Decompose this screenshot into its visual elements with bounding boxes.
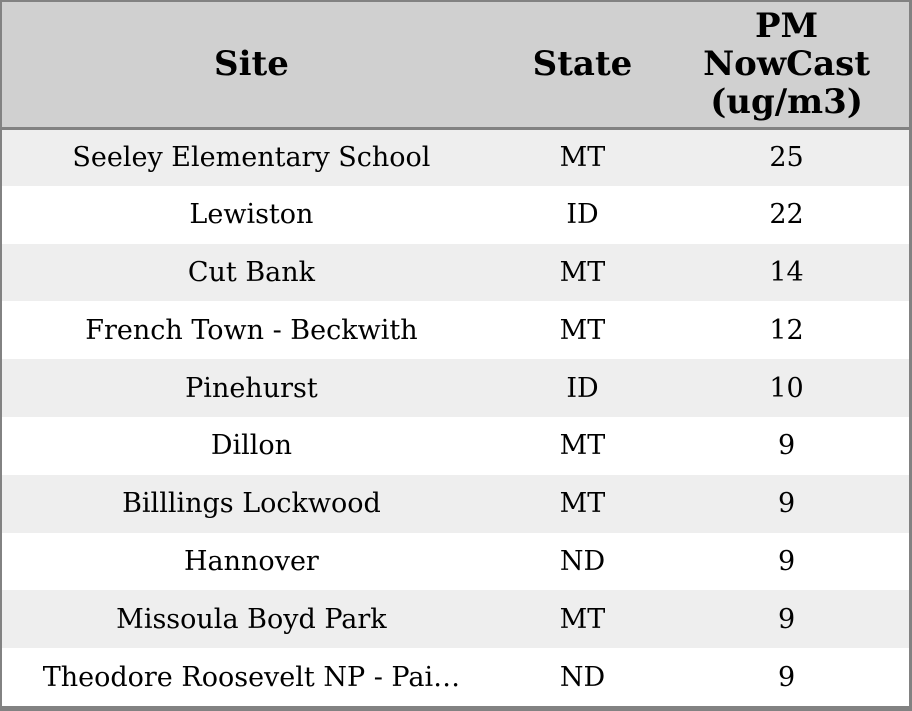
table-row (2, 475, 909, 533)
table-body (2, 128, 909, 706)
state-cell: MT (559, 142, 606, 174)
state-cell: MT (559, 488, 606, 520)
site-cell: Theodore Roosevelt NP - Pai… (42, 661, 461, 693)
site-cell: Hannover (184, 545, 319, 577)
state-cell: ND (559, 661, 606, 693)
pm-nowcast-cell: 12 (769, 314, 804, 346)
column-header-site (2, 2, 501, 128)
pm-nowcast-cell: 14 (769, 256, 804, 288)
header-row (2, 2, 909, 128)
site-cell: Cut Bank (187, 256, 316, 288)
pm-nowcast-cell: 9 (777, 430, 796, 462)
site-cell: Pinehurst (185, 372, 318, 404)
column-header-state (501, 2, 664, 128)
state-cell: MT (559, 314, 606, 346)
table-row (2, 186, 909, 244)
pm-nowcast-cell: 25 (769, 142, 804, 174)
site-cell: Lewiston (189, 199, 314, 231)
table-row (2, 648, 909, 706)
pm-nowcast-cell: 9 (777, 603, 796, 635)
table-row (2, 590, 909, 648)
state-cell: MT (559, 603, 606, 635)
column-header-site-label: Site (214, 44, 289, 85)
site-cell: Missoula Boyd Park (116, 603, 387, 635)
pm-nowcast-cell: 22 (769, 199, 804, 231)
state-cell: ID (566, 199, 599, 231)
table-row (2, 533, 909, 591)
state-cell: ND (559, 545, 606, 577)
site-cell: French Town - Beckwith (85, 314, 418, 346)
site-cell: Seeley Elementary School (72, 142, 431, 174)
table-row (2, 301, 909, 359)
column-header-pm-nowcast-label: PM NowCast (ug/m3) (703, 6, 871, 123)
table-header (2, 2, 909, 128)
table-row (2, 128, 909, 186)
site-cell: Dillon (210, 430, 293, 462)
pm-nowcast-cell: 9 (777, 545, 796, 577)
table-row (2, 244, 909, 302)
column-header-pm-nowcast (664, 2, 909, 128)
state-cell: MT (559, 430, 606, 462)
pm-nowcast-cell: 10 (769, 372, 804, 404)
pm-nowcast-cell: 9 (777, 661, 796, 693)
table-row (2, 417, 909, 475)
pm-nowcast-cell: 9 (777, 488, 796, 520)
site-cell: Billlings Lockwood (122, 488, 381, 520)
state-cell: ID (566, 372, 599, 404)
state-cell: MT (559, 256, 606, 288)
air-quality-table (2, 2, 909, 706)
table-row (2, 359, 909, 417)
column-header-state-label: State (532, 44, 633, 85)
